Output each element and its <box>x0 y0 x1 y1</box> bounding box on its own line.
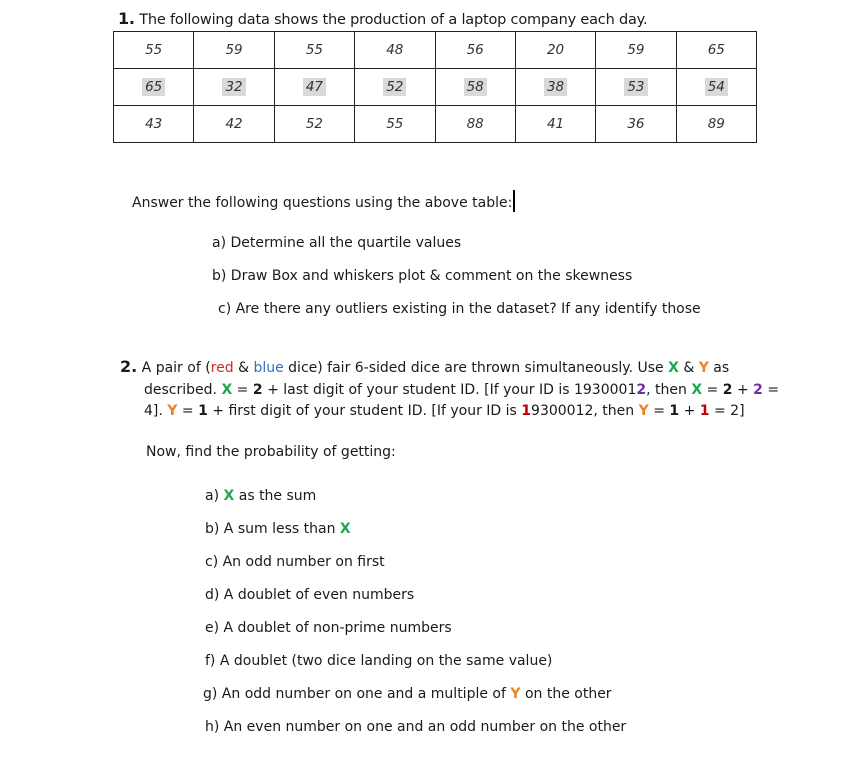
table-cell <box>274 106 354 143</box>
x-variable: X <box>223 488 235 504</box>
cell-value: 55 <box>305 42 324 58</box>
q1-question-b: b) Draw Box and whiskers plot & comment on the skewness <box>212 268 633 284</box>
y-variable: Y <box>167 403 178 419</box>
q2-text: + last digit of your student ID. [If your ID is 1930001 <box>262 381 637 398</box>
cell-value: 52 <box>383 78 406 96</box>
table-cell <box>194 32 274 69</box>
table-cell <box>435 69 515 106</box>
q2-line-3 <box>120 401 784 423</box>
cell-value: 52 <box>305 116 324 132</box>
cell-value: 59 <box>627 42 645 58</box>
q1-question-c: c) Are there any outliers existing in the dataset? If any identify those <box>218 301 701 317</box>
q2-text: + <box>732 381 754 398</box>
table-cell <box>435 32 515 69</box>
table-cell <box>114 32 194 69</box>
q2-number: 1 <box>669 403 680 419</box>
q1-question-a: a) Determine all the quartile values <box>212 235 462 251</box>
table-cell <box>676 32 756 69</box>
table-cell <box>194 69 274 106</box>
id-last-digit: 2 <box>636 381 647 398</box>
q2-text: & <box>678 360 699 376</box>
id-first-digit: 1 <box>521 403 532 419</box>
y-variable: Y <box>638 403 649 419</box>
table-cell <box>515 69 595 106</box>
x-variable: X <box>339 521 351 537</box>
q2-question-a-label: a) <box>205 488 224 504</box>
q2-text: = 2] <box>709 403 745 419</box>
q2-question-h: h) An even number on one and an odd number on the other <box>205 719 627 735</box>
table-cell <box>274 69 354 106</box>
table-row <box>114 32 757 69</box>
table-cell <box>114 69 194 106</box>
id-last-digit: 2 <box>753 381 763 398</box>
q2-question-d: d) A doublet of even numbers <box>205 587 415 603</box>
question-1-heading <box>118 9 647 28</box>
q2-text: + first digit of your student ID. [If your ID is <box>207 403 522 419</box>
y-variable: Y <box>698 360 709 376</box>
q2-question-f: f) A doublet (two dice landing on the same value) <box>205 653 553 669</box>
table-cell <box>676 69 756 106</box>
question-2-paragraph <box>120 356 784 423</box>
q2-text: 4]. <box>144 403 168 419</box>
q2-text: = <box>232 381 253 398</box>
q2-text: dice) fair 6-sided dice are thrown simultaneously. Use <box>283 360 669 376</box>
q2-text: = <box>702 381 723 398</box>
cell-value: 47 <box>303 78 326 96</box>
q2-text: 9300012, then <box>531 403 639 419</box>
cell-value: 32 <box>222 78 245 96</box>
q2-question-b <box>205 521 351 537</box>
q2-text: & <box>233 360 254 376</box>
table-row <box>114 69 757 106</box>
q2-number: 1 <box>198 403 208 419</box>
question-1-text: The following data shows the production of a laptop company each day. <box>139 12 648 28</box>
blue-word: blue <box>253 360 284 376</box>
q2-question-b-text: b) A sum less than <box>205 521 340 537</box>
table-cell <box>596 69 676 106</box>
cell-value: 41 <box>546 116 565 132</box>
x-variable: X <box>221 381 233 398</box>
table-cell <box>515 32 595 69</box>
answer-instruction <box>132 190 515 212</box>
cell-value: 56 <box>466 42 484 58</box>
question-1-number: 1. <box>118 9 135 28</box>
q2-text: + <box>679 403 700 419</box>
table-cell <box>355 69 435 106</box>
q2-text: = <box>648 403 670 419</box>
cell-value: 54 <box>705 78 728 96</box>
q2-question-e: e) A doublet of non-prime numbers <box>205 620 452 636</box>
table-cell <box>435 106 515 143</box>
cell-value: 55 <box>386 116 404 132</box>
y-variable: Y <box>510 686 521 702</box>
q2-prompt: Now, find the probability of getting: <box>146 444 396 460</box>
q2-number: 2 <box>722 381 733 398</box>
cell-value: 55 <box>145 42 163 58</box>
q2-question-g-text: g) An odd number on one and a multiple of <box>203 686 511 702</box>
q2-text: as <box>708 360 730 376</box>
table-cell <box>194 106 274 143</box>
table-cell <box>355 32 435 69</box>
table-cell <box>596 32 676 69</box>
q2-text: described. <box>144 381 222 398</box>
cell-value: 48 <box>386 42 404 58</box>
q2-text: , then <box>646 381 692 398</box>
q2-question-g-tail: on the other <box>520 686 612 702</box>
cell-value: 38 <box>544 78 567 96</box>
table-cell <box>676 106 756 143</box>
table-cell <box>515 106 595 143</box>
q2-line-2 <box>120 380 784 402</box>
x-variable: X <box>668 360 679 376</box>
cell-value: 20 <box>546 42 565 58</box>
q2-question-c: c) An odd number on first <box>205 554 385 570</box>
answer-instruction-text: Answer the following questions using the above table: <box>132 195 513 211</box>
q2-text: A pair of ( <box>141 360 211 376</box>
table-cell <box>596 106 676 143</box>
cell-value: 42 <box>225 116 243 132</box>
table-cell <box>274 32 354 69</box>
cell-value: 58 <box>464 78 487 96</box>
cell-value: 65 <box>142 78 165 96</box>
q2-question-g <box>203 686 612 702</box>
q2-number: 2 <box>252 381 263 398</box>
red-word: red <box>210 360 234 376</box>
question-2-number: 2. <box>120 357 138 376</box>
cell-value: 36 <box>627 116 645 132</box>
text-cursor <box>513 190 515 212</box>
x-variable: X <box>691 381 703 398</box>
cell-value: 89 <box>707 116 725 132</box>
q2-text: = <box>177 403 199 419</box>
q2-question-a-text: as the sum <box>234 488 317 504</box>
cell-value: 59 <box>225 42 243 58</box>
id-first-digit: 1 <box>699 403 710 419</box>
cell-value: 88 <box>466 116 484 132</box>
q2-question-a <box>205 488 316 504</box>
q2-text: = <box>762 381 780 398</box>
table-cell <box>114 106 194 143</box>
cell-value: 53 <box>624 78 647 96</box>
production-table <box>113 31 757 143</box>
table-row <box>114 106 757 143</box>
q2-line-1 <box>120 356 784 380</box>
table-cell <box>355 106 435 143</box>
cell-value: 43 <box>145 116 163 132</box>
cell-value: 65 <box>707 42 725 58</box>
